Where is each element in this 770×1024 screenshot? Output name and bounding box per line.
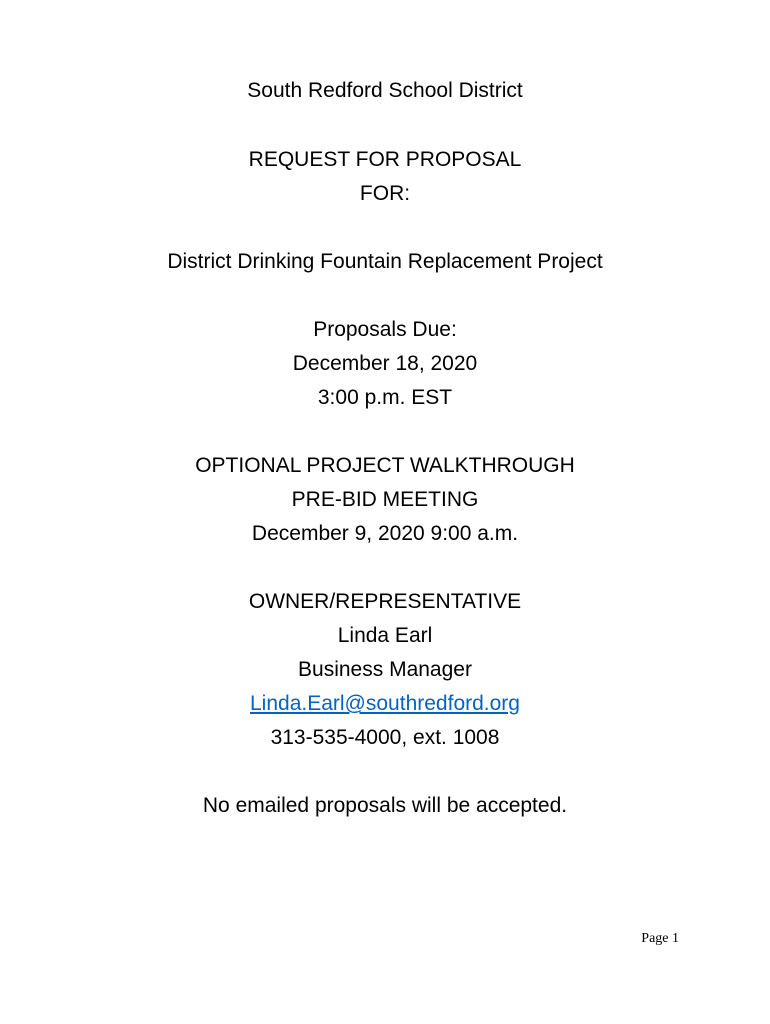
- owner-phone: 313-535-4000, ext. 1008: [270, 726, 500, 749]
- owner-heading: OWNER/REPRESENTATIVE: [248, 590, 522, 613]
- proposals-due-date: December 18, 2020: [292, 352, 478, 375]
- rfp-for-label: FOR:: [359, 182, 411, 205]
- owner-email-link[interactable]: Linda.Earl@southredford.org: [250, 692, 520, 715]
- owner-title: Business Manager: [298, 658, 472, 681]
- prebid-heading: PRE-BID MEETING: [291, 488, 479, 511]
- no-email-notice: No emailed proposals will be accepted.: [202, 794, 568, 817]
- project-title: District Drinking Fountain Replacement Project: [167, 250, 603, 273]
- rfp-heading: REQUEST FOR PROPOSAL: [248, 148, 522, 171]
- district-name: South Redford School District: [247, 79, 523, 102]
- proposals-due-label: Proposals Due:: [313, 318, 457, 341]
- page-number: Page 1: [641, 931, 679, 946]
- owner-name: Linda Earl: [337, 624, 433, 647]
- owner-email-row: [0, 690, 770, 718]
- prebid-datetime: December 9, 2020 9:00 a.m.: [251, 522, 519, 545]
- walkthrough-heading: OPTIONAL PROJECT WALKTHROUGH: [195, 454, 575, 477]
- proposals-due-time: 3:00 p.m. EST: [317, 386, 453, 409]
